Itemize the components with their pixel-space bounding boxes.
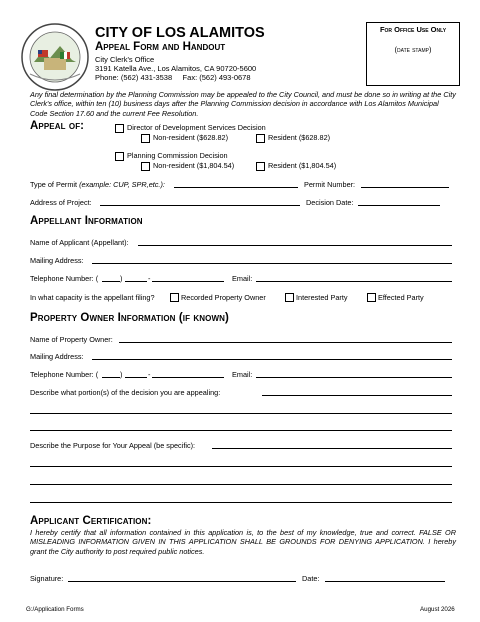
commission-resident-checkbox[interactable] [256,162,265,171]
owner-phone-dash: - [148,370,151,379]
owner-email-field[interactable] [256,377,452,378]
director-decision-checkbox[interactable] [115,124,124,133]
owner-phone-paren: ) [120,370,123,379]
city-name: CITY OF LOS ALAMITOS [95,25,265,41]
applicant-email-field[interactable] [256,281,452,282]
commission-nonresident-checkbox[interactable] [141,162,150,171]
commission-resident-label: Resident ($1,804.54) [268,161,337,170]
date-field[interactable] [325,581,445,582]
office-name: City Clerk's Office [95,55,155,64]
decision-portion-field-3[interactable] [30,430,452,431]
applicant-mailing-label: Mailing Address: [30,256,84,265]
commission-decision-checkbox[interactable] [115,152,124,161]
applicant-name-field[interactable] [138,245,452,246]
appeal-purpose-field-3[interactable] [30,484,452,485]
applicant-phone-label: Telephone Number: ( [30,274,99,283]
appeal-purpose-label: Describe the Purpose for Your Appeal (be specific): [30,441,196,450]
owner-mailing-label: Mailing Address: [30,352,84,361]
permit-type-text: Type of Permit [30,180,78,189]
owner-phone-prefix-field[interactable] [125,377,147,378]
owner-phone-label: Telephone Number: ( [30,370,99,379]
project-address-field[interactable] [100,205,300,206]
director-resident-checkbox[interactable] [256,134,265,143]
appeal-purpose-field-4[interactable] [30,502,452,503]
signature-label: Signature: [30,574,64,583]
applicant-name-label: Name of Applicant (Appellant): [30,238,129,247]
applicant-phone-line-field[interactable] [152,281,224,282]
applicant-mailing-field[interactable] [92,263,452,264]
recorded-owner-label: Recorded Property Owner [181,293,266,302]
date-label: Date: [302,574,320,583]
certification-text: I hereby certify that all information contained in this application is, to the best of my knowledge, true and correct. FALSE OR MISLEADING INFORMATION GIVEN IN THIS APPLICATION SHALL BE GROUNDS FOR DENYING APPLICATION. I hereby grant the City authority to post required public notices. [30,528,456,556]
decision-date-field[interactable] [358,205,440,206]
capacity-label: In what capacity is the appellant filing? [30,293,155,302]
form-title: Appeal Form and Handout [95,41,226,53]
owner-phone-line-field[interactable] [152,377,224,378]
project-address-label: Address of Project: [30,198,92,207]
commission-nonresident-label: Non-resident ($1,804.54) [153,161,235,170]
interested-party-label: Interested Party [296,293,348,302]
interested-party-checkbox[interactable] [285,293,294,302]
applicant-phone-area-field[interactable] [102,281,120,282]
appellant-heading: Appellant Information [30,215,143,227]
certification-heading: Applicant Certification: [30,515,152,527]
director-resident-label: Resident ($628.82) [268,133,331,142]
decision-portion-label: Describe what portion(s) of the decision you are appealing: [30,388,221,397]
permit-type-label [30,180,165,189]
footer-path: G:/Application Forms [26,606,84,613]
permit-type-field[interactable] [174,187,298,188]
owner-name-label: Name of Property Owner: [30,335,113,344]
owner-email-label: Email: [232,370,253,379]
office-address: 3191 Katella Ave., Los Alamitos, CA 90720-5600 [95,64,257,73]
decision-portion-field-2[interactable] [30,413,452,414]
office-use-title: For Office Use Only [379,25,447,34]
commission-decision-label: Planning Commission Decision [127,151,228,160]
signature-field[interactable] [68,581,296,582]
permit-number-field[interactable] [361,187,449,188]
director-decision-label: Director of Development Services Decision [127,123,266,132]
recorded-owner-checkbox[interactable] [170,293,179,302]
director-nonresident-label: Non-resident ($628.82) [153,133,229,142]
decision-date-label: Decision Date: [306,198,354,207]
applicant-email-label: Email: [232,274,253,283]
office-phone: Phone: (562) 431-3538 Fax: (562) 493-0678 [95,73,251,82]
owner-mailing-field[interactable] [92,359,452,360]
effected-party-label: Effected Party [378,293,424,302]
effected-party-checkbox[interactable] [367,293,376,302]
intro-paragraph: Any final determination by the Planning Commission may be appealed to the City Council, and must be done so in writing at the City Clerk's office, within ten (10) business days after the Planning Commission decision in accordance with Los Alamitos Municipal Code Section 17.60 and the current Fee Resolution. [30,90,456,118]
appeal-purpose-field-2[interactable] [30,466,452,467]
permit-type-example: (example: CUP, SPR,etc.): [79,180,165,189]
applicant-phone-paren: ) [120,274,123,283]
decision-portion-field-1[interactable] [262,395,452,396]
applicant-phone-dash: - [148,274,151,283]
date-stamp-label: (date stamp) [394,45,432,54]
owner-name-field[interactable] [119,342,452,343]
footer-date: August 2026 [420,606,455,613]
permit-number-label: Permit Number: [304,180,356,189]
owner-heading: Property Owner Information (if known) [30,312,229,324]
applicant-phone-prefix-field[interactable] [125,281,147,282]
owner-phone-area-field[interactable] [102,377,120,378]
appeal-of-heading: Appeal of: [30,120,85,132]
director-nonresident-checkbox[interactable] [141,134,150,143]
appeal-purpose-field-1[interactable] [212,448,452,449]
city-seal-logo [20,22,90,92]
